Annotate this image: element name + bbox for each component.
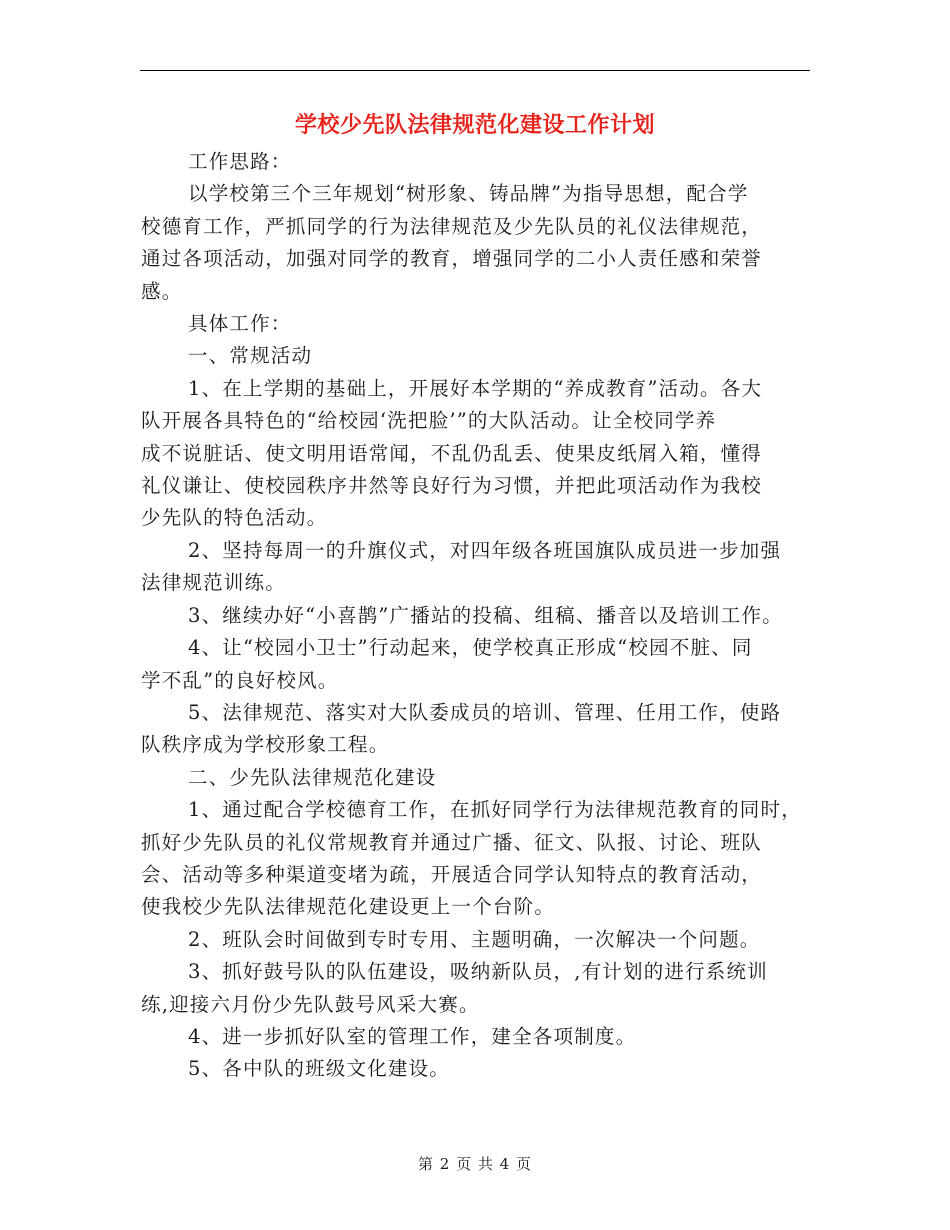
body-line: 学不乱”的良好校风。 bbox=[141, 668, 339, 692]
body-line: 一、常规活动 bbox=[188, 344, 313, 368]
body-line: 4、进一步抓好队室的管理工作，建全各项制度。 bbox=[188, 1024, 637, 1048]
body-line: 法律规范训练。 bbox=[141, 571, 286, 595]
body-line: 二、少先队法律规范化建设 bbox=[188, 765, 437, 789]
body-line: 练,迎接六月份少先队鼓号风采大赛。 bbox=[141, 992, 480, 1016]
header-rule bbox=[140, 70, 810, 71]
body-line: 抓好少先队员的礼仪常规教育并通过广播、征文、队报、讨论、班队 bbox=[141, 830, 763, 854]
body-line: 通过各项活动，加强对同学的教育，增强同学的二小人责任感和荣誉 bbox=[141, 247, 763, 271]
body-line: 校德育工作，严抓同学的行为法律规范及少先队员的礼仪法律规范， bbox=[141, 214, 763, 238]
body-line: 礼仪谦让、使校园秩序井然等良好行为习惯，并把此项活动作为我校 bbox=[141, 474, 763, 498]
body-line: 3、抓好鼓号队的队伍建设，吸纳新队员，,有计划的进行系统训 bbox=[188, 960, 768, 984]
body-line: 2、班队会时间做到专时专用、主题明确，一次解决一个问题。 bbox=[188, 927, 761, 951]
body-line: 3、继续办好“小喜鹊”广播站的投稿、组稿、播音以及培训工作。 bbox=[188, 603, 783, 627]
document-title: 学校少先队法律规范化建设工作计划 bbox=[294, 113, 655, 138]
body-line: 少先队的特色活动。 bbox=[141, 506, 328, 530]
body-line: 队开展各具特色的“给校园‘洗把脸’”的大队活动。让全校同学养 bbox=[141, 409, 717, 433]
body-line: 5、法律规范、落实对大队委成员的培训、管理、任用工作，使路 bbox=[188, 700, 782, 724]
body-line: 1、在上学期的基础上，开展好本学期的“养成教育”活动。各大 bbox=[188, 376, 763, 400]
body-line: 4、让“校园小卫士”行动起来，使学校真正形成“校园不脏、同 bbox=[188, 636, 753, 660]
body-line: 感。 bbox=[141, 279, 183, 303]
body-line: 2、坚持每周一的升旗仪式，对四年级各班国旗队成员进一步加强 bbox=[188, 538, 782, 562]
body-line: 使我校少先队法律规范化建设更上一个台阶。 bbox=[141, 895, 556, 919]
body-line: 成不说脏话、使文明用语常闻，不乱仍乱丢、使果皮纸屑入箱，懂得 bbox=[141, 441, 763, 465]
body-line: 工作思路： bbox=[188, 150, 292, 173]
body-line: 具体工作： bbox=[188, 312, 292, 336]
page-number-footer: 第 2 页 共 4 页 bbox=[418, 1155, 532, 1173]
body-line: 5、各中队的班级文化建设。 bbox=[188, 1057, 451, 1081]
document-body bbox=[141, 146, 821, 1086]
body-line: 队秩序成为学校形象工程。 bbox=[141, 733, 390, 757]
body-line: 会、活动等多种渠道变堵为疏，开展适合同学认知特点的教育活动， bbox=[141, 862, 763, 886]
body-line: 1、通过配合学校德育工作，在抓好同学行为法律规范教育的同时， bbox=[188, 798, 802, 822]
body-line: 以学校第三个三年规划“树形象、铸品牌”为指导思想，配合学 bbox=[188, 182, 749, 206]
